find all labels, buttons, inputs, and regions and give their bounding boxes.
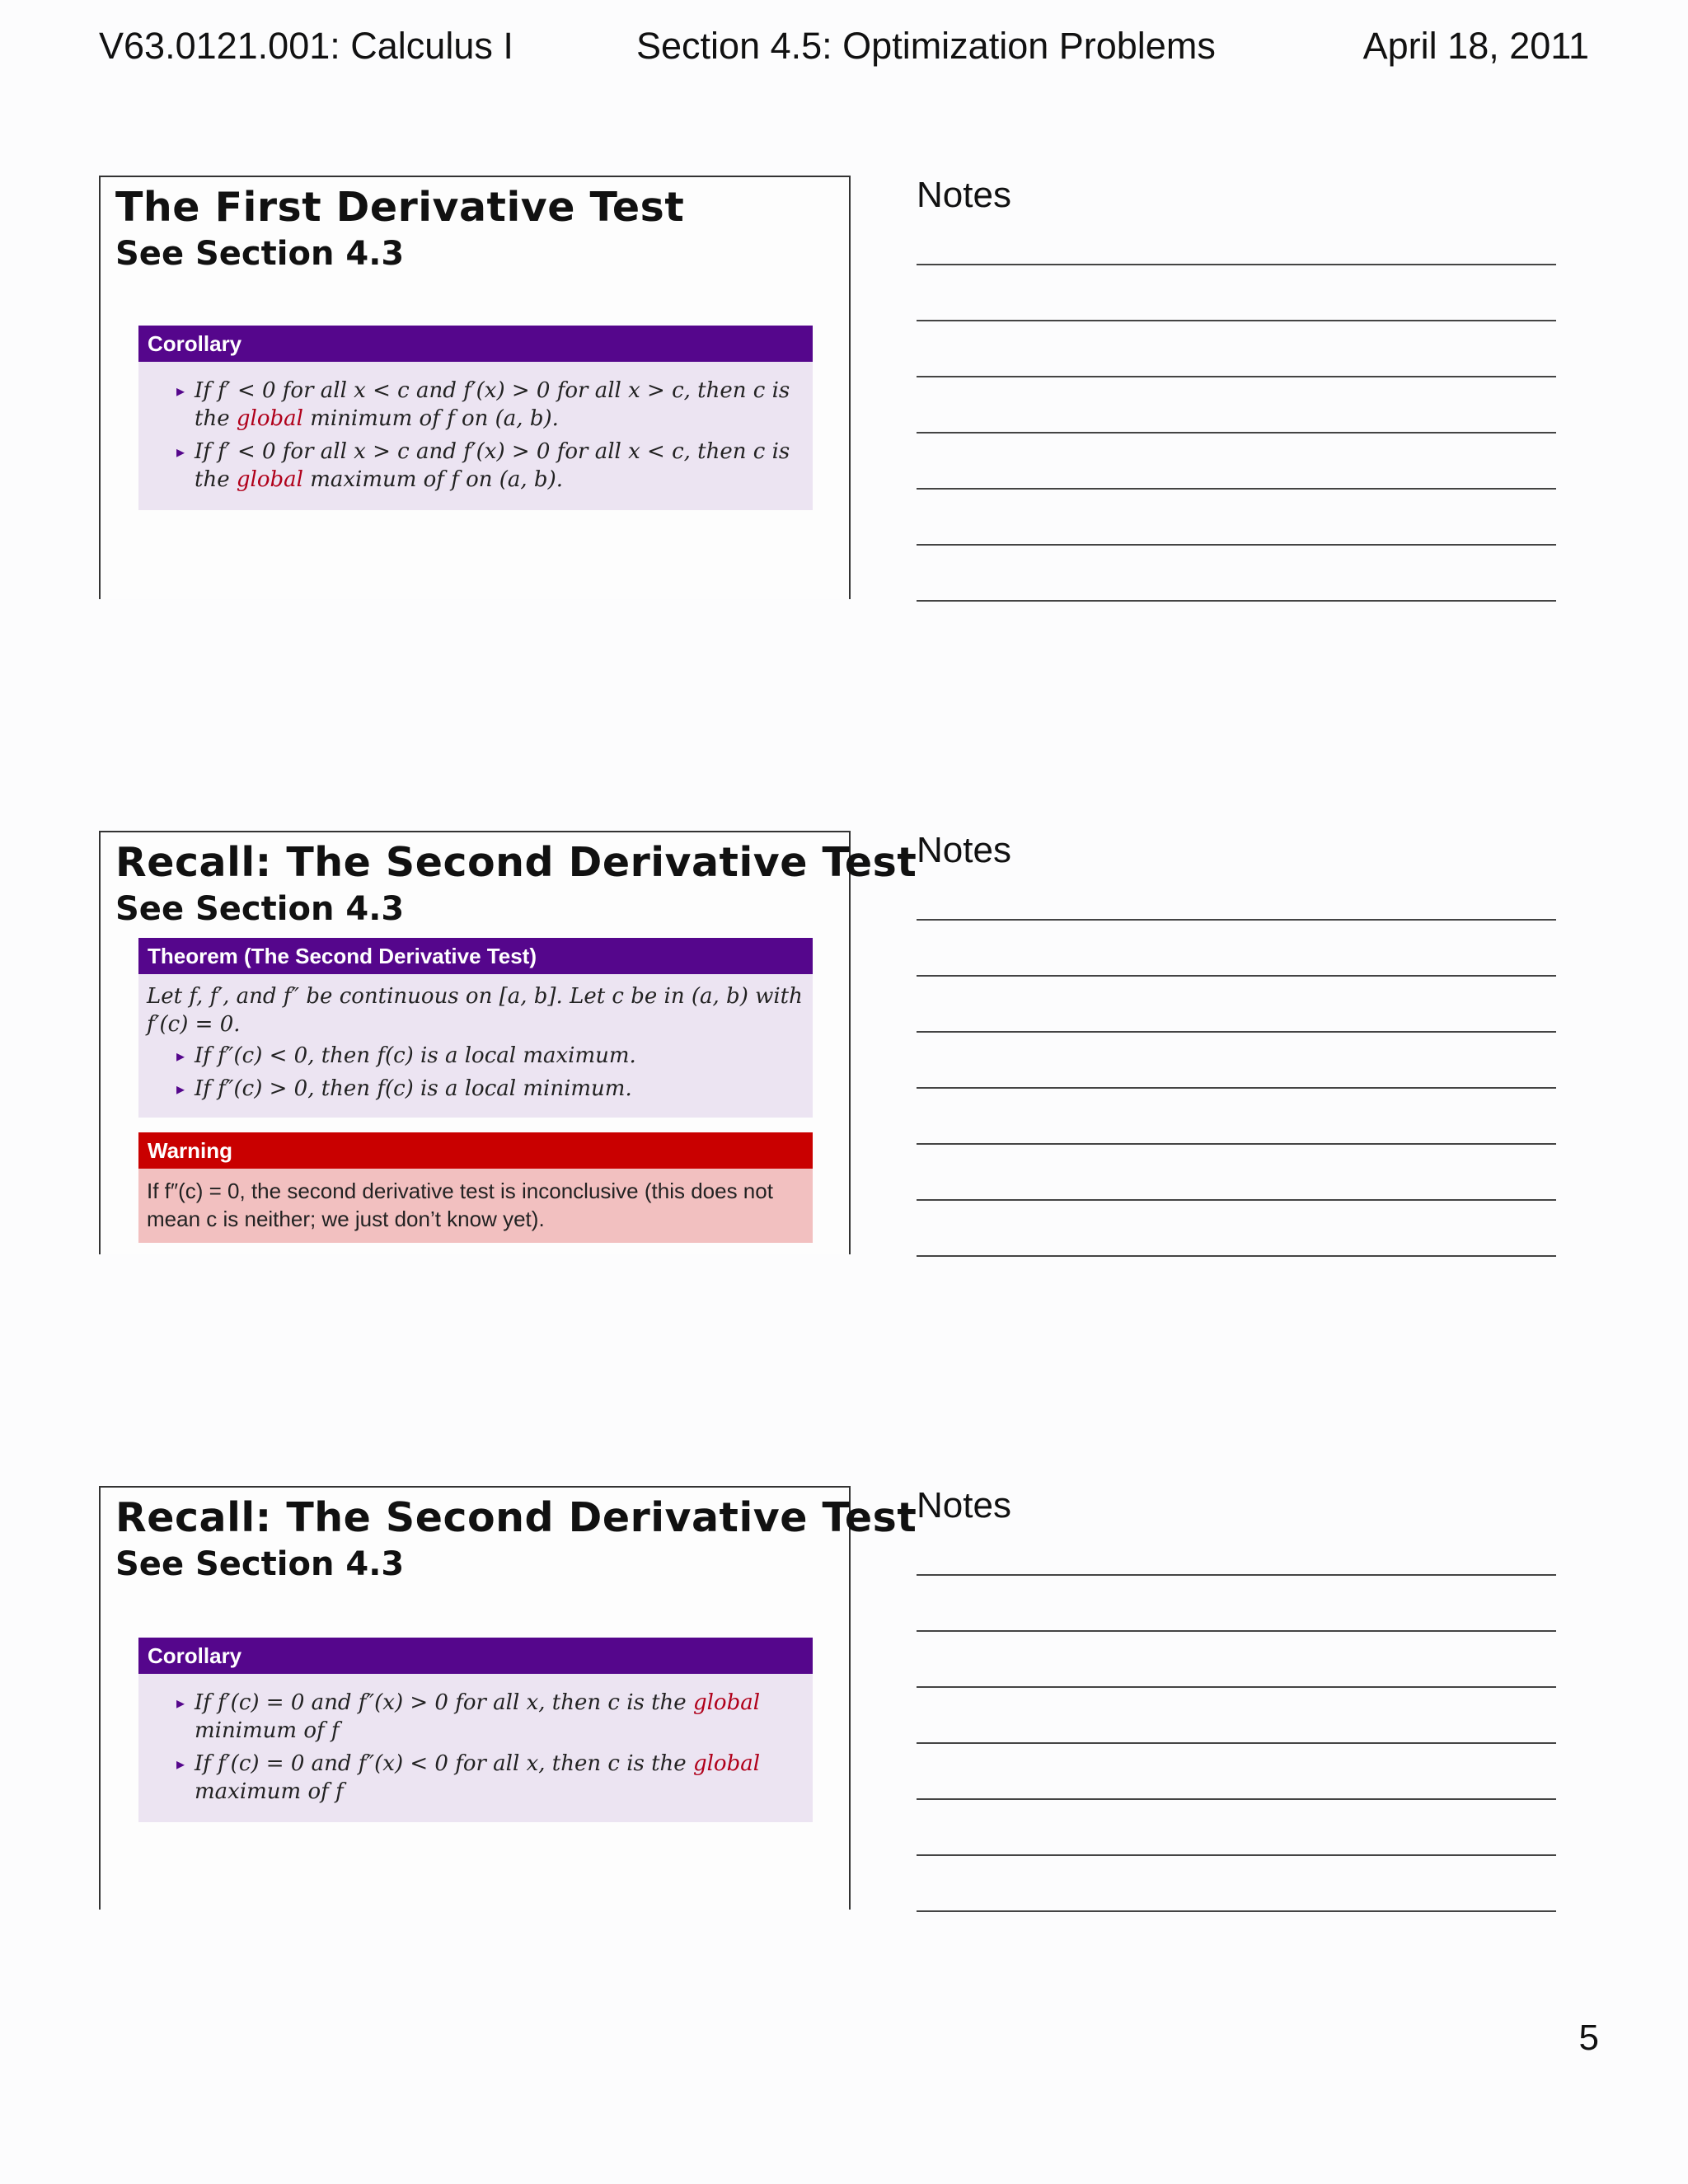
slide-subtitle: See Section 4.3 [115, 1545, 405, 1583]
notes-label: Notes [917, 1485, 1011, 1526]
corollary-block [138, 1638, 813, 1822]
list-item: ▸ If f′(c) = 0 and f″(x) > 0 for all x, then c is the global minimum of f [176, 1689, 804, 1745]
list-item: ▸ If f′ < 0 for all x > c and f′(x) > 0 for all x < c, then c is the global maximum of f on (a, b). [176, 438, 804, 494]
course-title: V63.0121.001: Calculus I [99, 25, 513, 67]
block-body [138, 1674, 813, 1822]
notes-label: Notes [917, 830, 1011, 870]
notes-line [917, 432, 1556, 434]
slide-second-derivative-test [99, 831, 917, 1254]
section-title: Section 4.5: Optimization Problems [636, 25, 1216, 67]
notes-line [917, 1910, 1556, 1912]
list-item: ▸ If f′(c) = 0 and f″(x) < 0 for all x, then c is the global maximum of f [176, 1750, 804, 1806]
block-body [138, 362, 813, 510]
notes-line [917, 1255, 1556, 1257]
notes-line [917, 600, 1556, 602]
notes-line [917, 1031, 1556, 1033]
slide-title: Recall: The Second Derivative Test [115, 839, 917, 886]
notes-line [917, 376, 1556, 377]
list-item: ▸ If f″(c) < 0, then f(c) is a local maximum. [176, 1042, 804, 1070]
block-heading: Warning [138, 1132, 813, 1169]
notes-line [917, 1574, 1556, 1576]
slide-title: The First Derivative Test [115, 184, 685, 231]
theorem-block [138, 938, 813, 1118]
notes-line [917, 1143, 1556, 1145]
emphasis-global: global [236, 406, 303, 431]
slide-subtitle: See Section 4.3 [115, 890, 405, 928]
theorem-hypothesis: Let f, f′, and f″ be continuous on [a, b]. Let c be in (a, b) with f′(c) = 0. [147, 984, 803, 1037]
emphasis-global: global [236, 467, 303, 492]
notes-line [917, 1087, 1556, 1089]
notes-line [917, 1686, 1556, 1688]
block-heading: Corollary [138, 1638, 813, 1674]
notes-line [917, 264, 1556, 265]
list-item: ▸ If f″(c) > 0, then f(c) is a local minimum. [176, 1075, 804, 1103]
notes-line [917, 1630, 1556, 1632]
notes-line [917, 919, 1556, 921]
slide-second-derivative-corollary [99, 1486, 917, 1910]
warning-block [138, 1132, 813, 1243]
notes-line [917, 975, 1556, 977]
page-number: 5 [1578, 2018, 1599, 2058]
block-body [138, 974, 813, 1118]
notes-line [917, 1199, 1556, 1201]
emphasis-global: global [692, 1690, 761, 1715]
notes-line [917, 1854, 1556, 1856]
slide-first-derivative-test [99, 176, 851, 599]
corollary-block [138, 326, 813, 510]
list-item: ▸ If f′ < 0 for all x < c and f′(x) > 0 for all x > c, then c is the global minimum of f on (a, b). [176, 377, 804, 433]
block-heading: Corollary [138, 326, 813, 362]
notes-line [917, 544, 1556, 546]
slide-title: Recall: The Second Derivative Test [115, 1494, 917, 1541]
notes-line [917, 320, 1556, 321]
emphasis-global: global [692, 1751, 761, 1776]
notes-label: Notes [917, 175, 1011, 215]
notes-line [917, 1742, 1556, 1744]
slide-subtitle: See Section 4.3 [115, 235, 405, 273]
notes-line [917, 488, 1556, 490]
block-heading: Theorem (The Second Derivative Test) [138, 938, 813, 974]
notes-line [917, 1798, 1556, 1800]
lecture-date: April 18, 2011 [1362, 25, 1589, 67]
warning-text: If f″(c) = 0, the second derivative test is inconclusive (this does not mean c is neither; we just don’t know yet). [138, 1169, 813, 1243]
